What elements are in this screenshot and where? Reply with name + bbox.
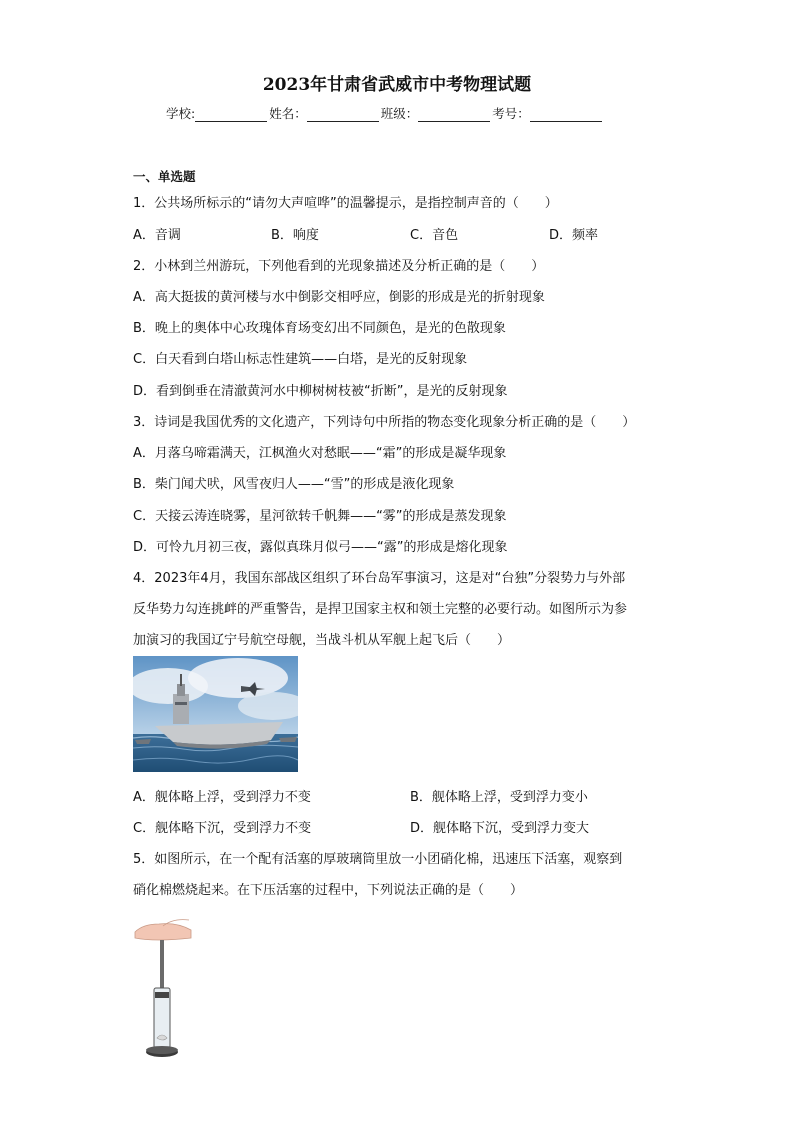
- q4-option-d[interactable]: D．舰体略下沉，受到浮力变大: [410, 821, 590, 836]
- school-label: 学校:: [166, 106, 196, 121]
- q3-option-d[interactable]: D．可怜九月初三夜，露似真珠月似弓——“露”的形成是熔化现象: [133, 540, 508, 555]
- q2-option-c[interactable]: C．白天看到白塔山标志性建筑——白塔，是光的反射现象: [133, 352, 468, 367]
- q1-stem: 1．公共场所标示的“请勿大声喧哗”的温馨提示，是指控制声音的（ ）: [133, 196, 558, 211]
- q1-option-b[interactable]: B．响度: [271, 228, 319, 243]
- exam-no-blank[interactable]: [530, 108, 602, 122]
- aircraft-carrier-illustration: [133, 656, 298, 772]
- q1-option-d[interactable]: D．频率: [549, 228, 599, 243]
- q3-option-a[interactable]: A．月落乌啼霜满天，江枫渔火对愁眠——“霜”的形成是凝华现象: [133, 446, 507, 461]
- q3-option-c[interactable]: C．天接云涛连晓雾，星河欲转千帆舞——“雾”的形成是蒸发现象: [133, 509, 507, 524]
- q4-stem-line3: 加演习的我国辽宁号航空母舰，当战斗机从军舰上起飞后（ ）: [133, 633, 511, 648]
- piston-cylinder-diagram: [133, 910, 193, 1060]
- q2-option-a[interactable]: A．高大挺拔的黄河楼与水中倒影交相呼应，倒影的形成是光的折射现象: [133, 290, 545, 305]
- q1-option-c[interactable]: C．音色: [410, 228, 459, 243]
- q3-stem: 3．诗词是我国优秀的文化遗产，下列诗句中所指的物态变化现象分析正确的是（ ）: [133, 415, 636, 430]
- aircraft-carrier-image: [133, 656, 298, 772]
- q5-stem-line1: 5．如图所示，在一个配有活塞的厚玻璃筒里放一小团硝化棉，迅速压下活塞，观察到: [133, 852, 623, 867]
- q2-option-b[interactable]: B．晚上的奥体中心玫瑰体育场变幻出不同颜色，是光的色散现象: [133, 321, 506, 336]
- name-blank[interactable]: [307, 108, 379, 122]
- exam-no-label: 考号：: [492, 106, 530, 121]
- section-heading: 一、单选题: [133, 169, 196, 184]
- q4-option-b[interactable]: B．舰体略上浮，受到浮力变小: [410, 790, 588, 805]
- q4-option-a[interactable]: A．舰体略上浮，受到浮力不变: [133, 790, 311, 805]
- class-label: 班级：: [380, 106, 419, 121]
- q1-option-a[interactable]: A．音调: [133, 228, 181, 243]
- q2-option-d[interactable]: D．看到倒垂在清澈黄河水中柳树树枝被“折断”，是光的反射现象: [133, 384, 508, 399]
- q5-stem-line2: 硝化棉燃烧起来。在下压活塞的过程中，下列说法正确的是（ ）: [133, 883, 524, 898]
- q4-stem-line2: 反华势力勾连挑衅的严重警告，是捍卫国家主权和领土完整的必要行动。如图所示为参: [133, 602, 628, 617]
- q4-stem-line1: 4．2023年4月，我国东部战区组织了环台岛军事演习，这是对“台独”分裂势力与外部: [133, 571, 626, 586]
- student-info-row: [166, 104, 646, 122]
- q4-option-c[interactable]: C．舰体略下沉，受到浮力不变: [133, 821, 312, 836]
- page-title: 2023年甘肃省武威市中考物理试题: [262, 75, 532, 95]
- q3-option-b[interactable]: B．柴门闻犬吠，风雪夜归人——“雪”的形成是液化现象: [133, 477, 455, 492]
- q2-stem: 2．小林到兰州游玩，下列他看到的光现象描述及分析正确的是（ ）: [133, 259, 545, 274]
- class-blank[interactable]: [418, 108, 490, 122]
- piston-cylinder-illustration: [133, 910, 193, 1060]
- school-blank[interactable]: [195, 108, 267, 122]
- name-label: 姓名：: [269, 106, 307, 121]
